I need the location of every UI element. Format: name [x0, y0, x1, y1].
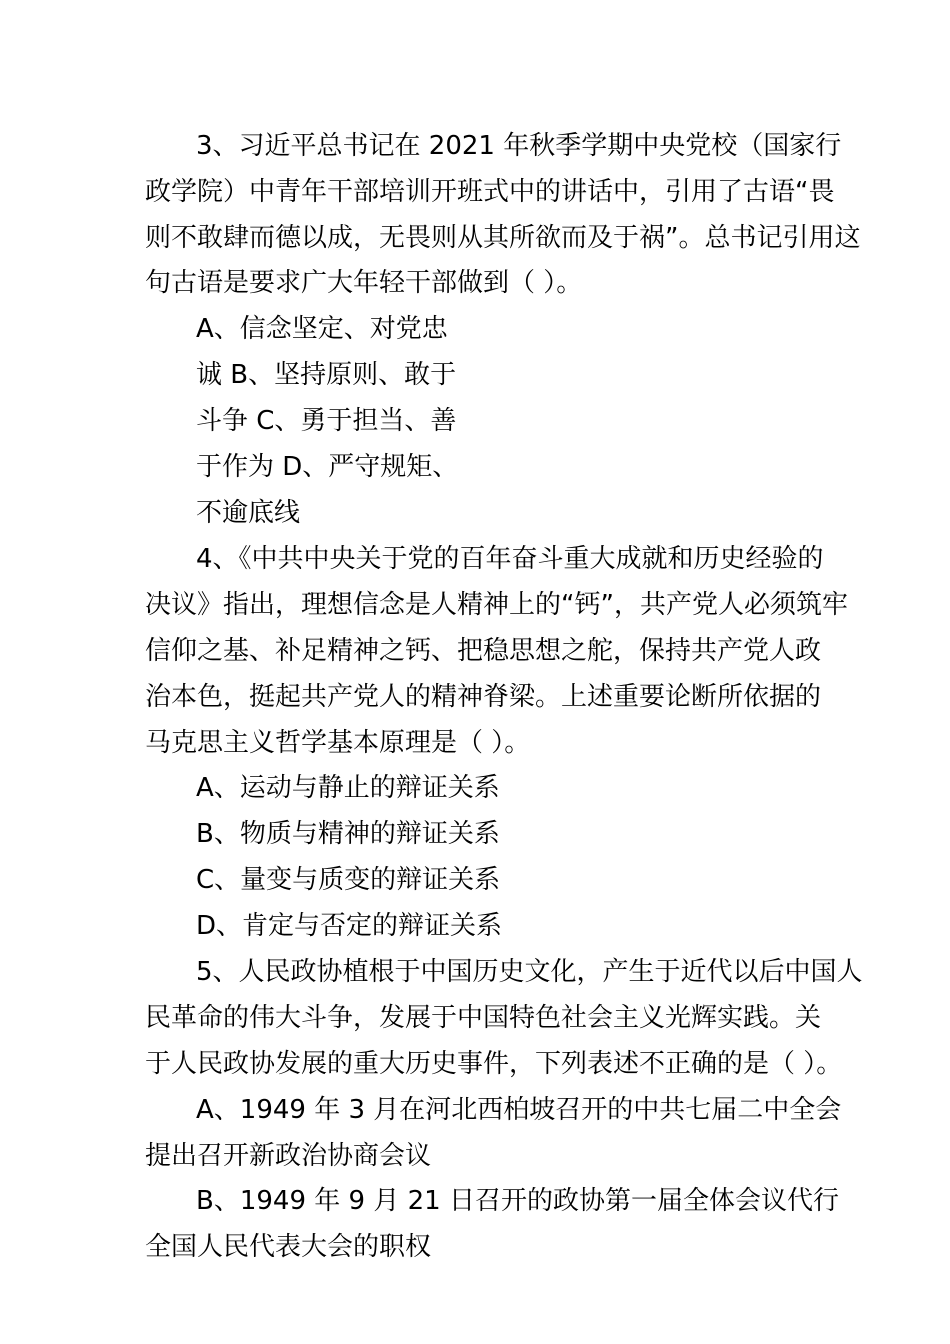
question-3-line-3: 则不敢肆而德以成，无畏则从其所欲而及于祸”。总书记引用这	[145, 223, 861, 253]
question-4-line-2: 决议》指出，理想信念是人精神上的“钙”，共产党人必须筑牢	[145, 590, 848, 620]
question-4-option-c: C、量变与质变的辩证关系	[196, 865, 501, 895]
question-5-option-a-line-1: A、1949 年 3 月在河北西柏坡召开的中共七届二中全会	[196, 1095, 842, 1125]
question-4-line-5: 马克思主义哲学基本原理是（ ）。	[145, 728, 531, 758]
question-5-line-2: 民革命的伟大斗争，发展于中国特色社会主义光辉实践。关	[145, 1003, 822, 1033]
question-3-option-line-4: 于作为 D、严守规矩、	[196, 452, 459, 482]
question-3-option-line-2: 诚 B、坚持原则、敢于	[196, 360, 457, 390]
question-3-option-line-5: 不逾底线	[196, 498, 301, 528]
question-5-option-b-line-1: B、1949 年 9 月 21 日召开的政协第一届全体会议代行	[196, 1186, 839, 1216]
question-5-line-1: 5、人民政协植根于中国历史文化，产生于近代以后中国人	[196, 957, 863, 987]
question-3-option-line-1: A、信念坚定、对党忠	[196, 314, 448, 344]
question-4-line-1: 4、《中共中央关于党的百年奋斗重大成就和历史经验的	[196, 544, 824, 574]
question-4-line-3: 信仰之基、补足精神之钙、把稳思想之舵，保持共产党人政	[145, 636, 822, 666]
question-5-line-3: 于人民政协发展的重大历史事件，下列表述不正确的是（ ）。	[145, 1049, 843, 1079]
question-4-option-a: A、运动与静止的辩证关系	[196, 773, 500, 803]
question-3-line-1: 3、习近平总书记在 2021 年秋季学期中央党校（国家行	[196, 131, 842, 161]
question-4-line-4: 治本色，挺起共产党人的精神脊梁。上述重要论断所依据的	[145, 682, 822, 712]
question-3-option-line-3: 斗争 C、勇于担当、善	[196, 406, 457, 436]
question-4-option-d: D、肯定与否定的辩证关系	[196, 911, 503, 941]
question-5-option-b-line-2: 全国人民代表大会的职权	[145, 1232, 432, 1262]
question-3-line-2: 政学院）中青年干部培训开班式中的讲话中，引用了古语“畏	[145, 177, 835, 207]
question-4-option-b: B、物质与精神的辩证关系	[196, 819, 500, 849]
question-5-option-a-line-2: 提出召开新政治协商会议	[145, 1141, 432, 1171]
question-3-line-4: 句古语是要求广大年轻干部做到（ ）。	[145, 268, 583, 298]
